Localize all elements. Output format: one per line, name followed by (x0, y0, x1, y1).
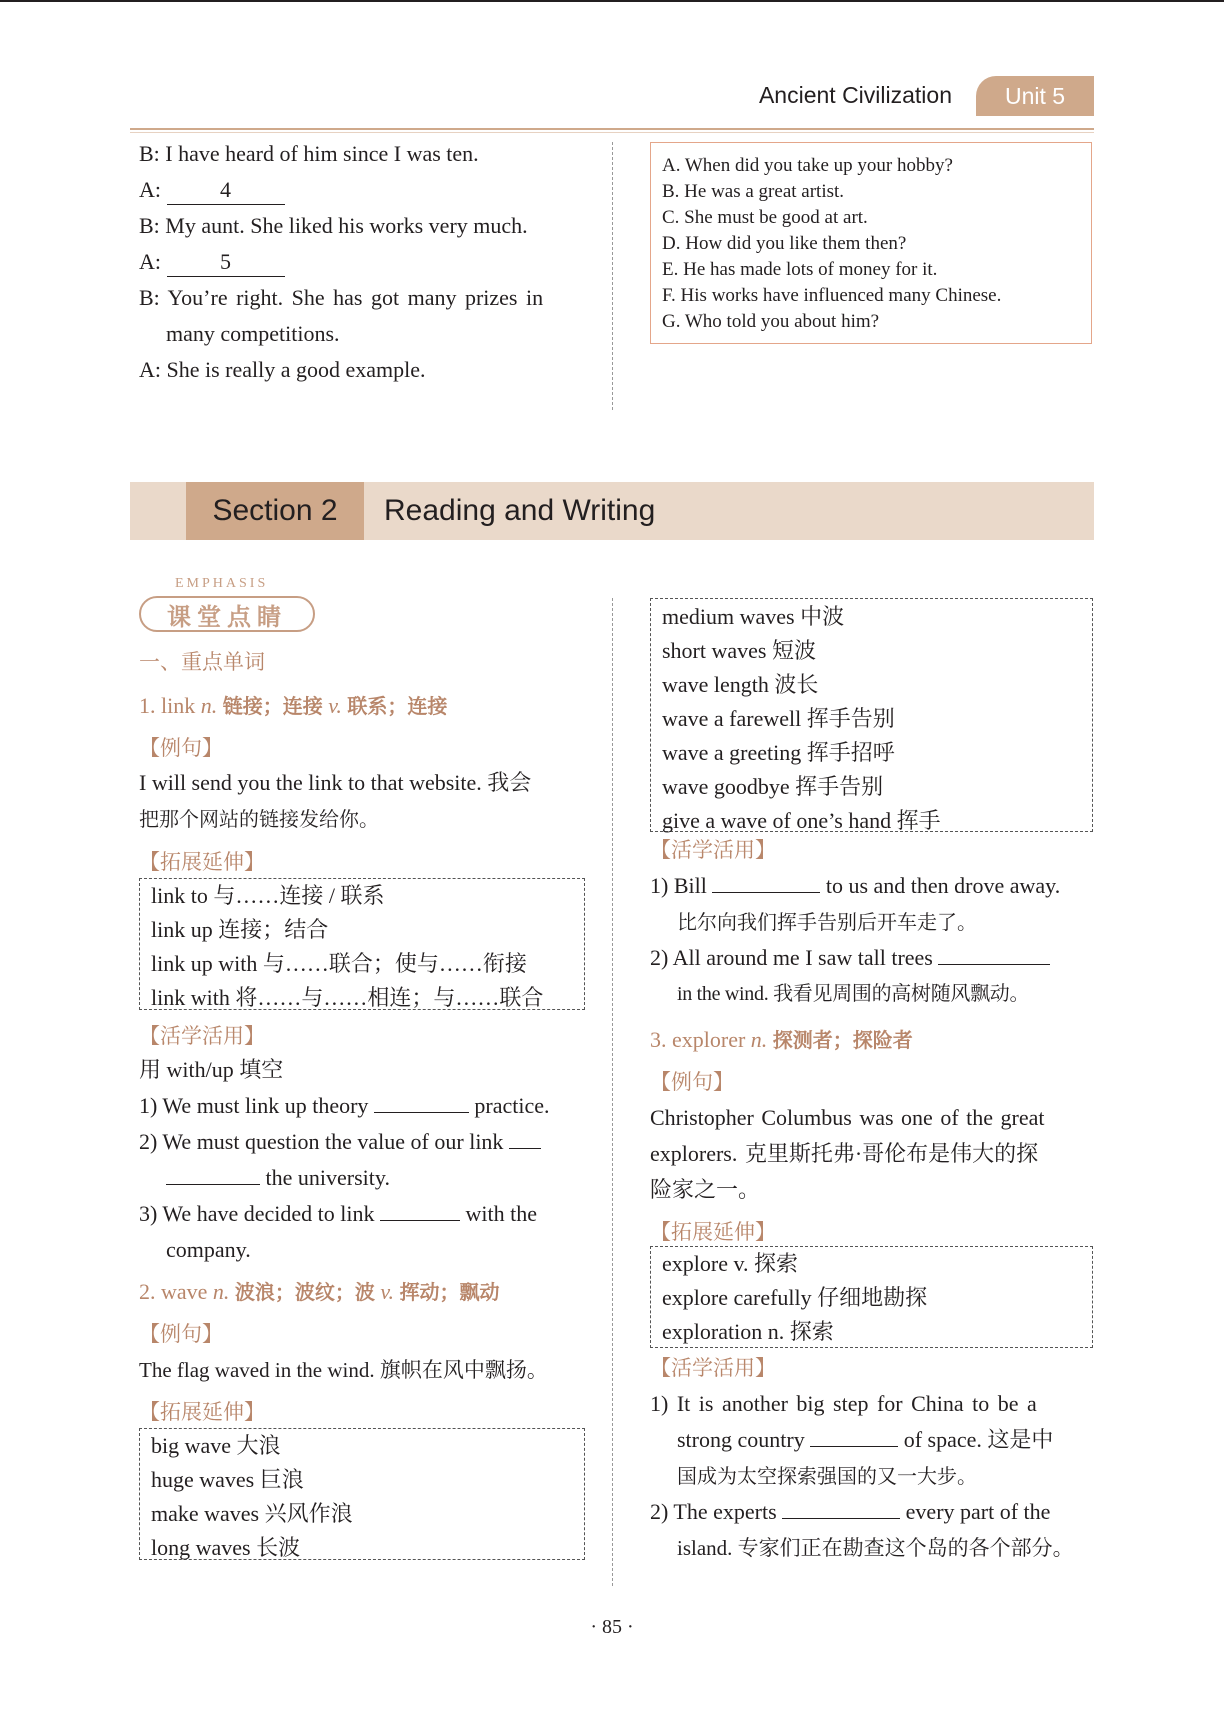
extension-item: link to 与……连接 / 联系 (151, 883, 385, 908)
answer-blank (810, 1446, 898, 1447)
section-label: Section 2 (186, 482, 364, 540)
question-item: 2) All around me I saw tall trees (650, 940, 1095, 976)
emphasis-badge: 课堂点睛 (139, 596, 315, 632)
dialogue (139, 136, 589, 388)
page-number: · 85 · (590, 1616, 634, 1638)
option-item: F. His works have influenced many Chinese. (662, 285, 1002, 306)
extension-item: wave a greeting 挥手招呼 (662, 740, 895, 765)
option-item: G. Who told you about him? (662, 311, 880, 332)
extension-item: wave a farewell 挥手告别 (662, 706, 895, 731)
word-entry-link: 1. link n. 链接；连接 v. 联系；连接 (139, 693, 448, 718)
question-item: 1) We must link up theory practice. (139, 1093, 550, 1118)
practice-label: 【活学活用】 (650, 838, 776, 862)
dialogue-line: A: She is really a good example. (139, 357, 426, 382)
question-item-cont: 比尔向我们挥手告别后开车走了。 (677, 910, 977, 934)
question-item-cont: 国成为太空探索强国的又一大步。 (677, 1464, 977, 1488)
extension-item: link up 连接；结合 (151, 917, 329, 942)
option-item: A. When did you take up your hobby? (662, 155, 953, 176)
extension-item: medium waves 中波 (662, 604, 845, 629)
extension-item: make waves 兴风作浪 (151, 1501, 353, 1526)
extension-item: short waves 短波 (662, 638, 816, 663)
answer-blank-4: 4 (167, 176, 285, 205)
extension-item: big wave 大浪 (151, 1433, 281, 1458)
dialogue-line-cont: many competitions. (166, 321, 340, 346)
question-item: 1) It is another big step for China to be a (650, 1391, 1037, 1416)
example-label: 【例句】 (650, 1070, 734, 1094)
practice-label: 【活学活用】 (650, 1356, 776, 1380)
extend-label: 【拓展延伸】 (650, 1220, 776, 1244)
extension-item: explore v. 探索 (662, 1251, 799, 1276)
option-item: B. He was a great artist. (662, 181, 845, 202)
extension-box (650, 598, 1093, 832)
extension-item: explore carefully 仔细地勘探 (662, 1285, 928, 1310)
question-item-cont: strong country of space. 这是中 (677, 1427, 1054, 1452)
extension-item: link up with 与……联合；使与……衔接 (151, 951, 527, 976)
word-entry-wave: 2. wave n. 波浪；波纹；波 v. 挥动；飘动 (139, 1279, 500, 1304)
question-item-cont: the university. (139, 1160, 589, 1196)
dialogue-line: B: You’re right. She has got many prizes in (139, 285, 544, 310)
answer-blank (509, 1148, 541, 1149)
extension-item: exploration n. 探索 (662, 1319, 834, 1344)
practice-list (650, 1386, 1098, 1566)
option-item: D. How did you like them then? (662, 233, 907, 254)
extension-item: wave goodbye 挥手告别 (662, 774, 884, 799)
option-item: E. He has made lots of money for it. (662, 259, 938, 280)
header-rule (130, 128, 1094, 130)
unit-badge: Unit 5 (976, 76, 1094, 116)
word-entry-explorer: 3. explorer n. 探测者；探险者 (650, 1027, 913, 1052)
answer-blank (374, 1112, 469, 1113)
practice-list (650, 868, 1095, 1012)
practice-label: 【活学活用】 (139, 1024, 265, 1048)
column-divider (612, 142, 613, 410)
part-heading: 一、重点单词 (139, 650, 265, 674)
header-rule-thin (130, 132, 1094, 133)
extension-box (139, 1428, 585, 1560)
extension-item: give a wave of one’s hand 挥手 (662, 808, 941, 833)
question-item-cont: company. (166, 1237, 251, 1262)
question-item: 2) We must question the value of our link (139, 1124, 589, 1160)
column-divider (612, 598, 613, 1586)
answer-blank (938, 964, 1050, 965)
extend-label: 【拓展延伸】 (139, 850, 265, 874)
extension-item: link with 将……与……相连；与……联合 (151, 985, 544, 1010)
emphasis-en: EMPHASIS (175, 576, 269, 591)
extension-item: huge waves 巨浪 (151, 1467, 304, 1492)
section-title: Reading and Writing (384, 494, 656, 527)
example-text: Christopher Columbus was one of the great explorers. 克里斯托弗·哥伦布是伟大的探 险家之一。 (650, 1105, 1045, 1202)
top-border (0, 0, 1224, 2)
option-item: C. She must be good at art. (662, 207, 868, 228)
question-item-cont: in the wind. 我看见周围的高树随风飘动。 (677, 983, 1030, 1005)
answer-blank (166, 1184, 260, 1185)
chapter-title: Ancient Civilization (758, 82, 952, 108)
question-item: 1) Bill to us and then drove away. (650, 873, 1061, 898)
dialogue-line: B: My aunt. She liked his works very much. (139, 213, 528, 238)
practice-list (139, 1052, 589, 1268)
answer-blank-5: 5 (167, 248, 285, 277)
example-text: I will send you the link to that website. 我会 把那个网站的链接发给你。 (139, 770, 532, 831)
example-label: 【例句】 (139, 1322, 223, 1346)
question-item: 3) We have decided to link with the (139, 1201, 537, 1226)
example-text: The flag waved in the wind. 旗帜在风中飘扬。 (139, 1358, 548, 1382)
extend-label: 【拓展延伸】 (139, 1400, 265, 1424)
fill-instruction: 用 with/up 填空 (139, 1057, 284, 1082)
dialogue-line: A: 5 (139, 244, 589, 280)
extension-box (139, 878, 585, 1010)
example-label: 【例句】 (139, 736, 223, 760)
dialogue-line: B: I have heard of him since I was ten. (139, 141, 479, 166)
extension-item: long waves 长波 (151, 1535, 301, 1560)
options-box (650, 142, 1092, 344)
answer-blank (380, 1220, 460, 1221)
question-item-cont: island. 专家们正在勘查这个岛的各个部分。 (677, 1536, 1074, 1560)
extension-item: wave length 波长 (662, 672, 819, 697)
dialogue-line: A: 4 (139, 172, 589, 208)
answer-blank (782, 1518, 900, 1519)
answer-blank (712, 892, 820, 893)
extension-box (650, 1246, 1093, 1348)
question-item: 2) The experts every part of the (650, 1499, 1051, 1524)
